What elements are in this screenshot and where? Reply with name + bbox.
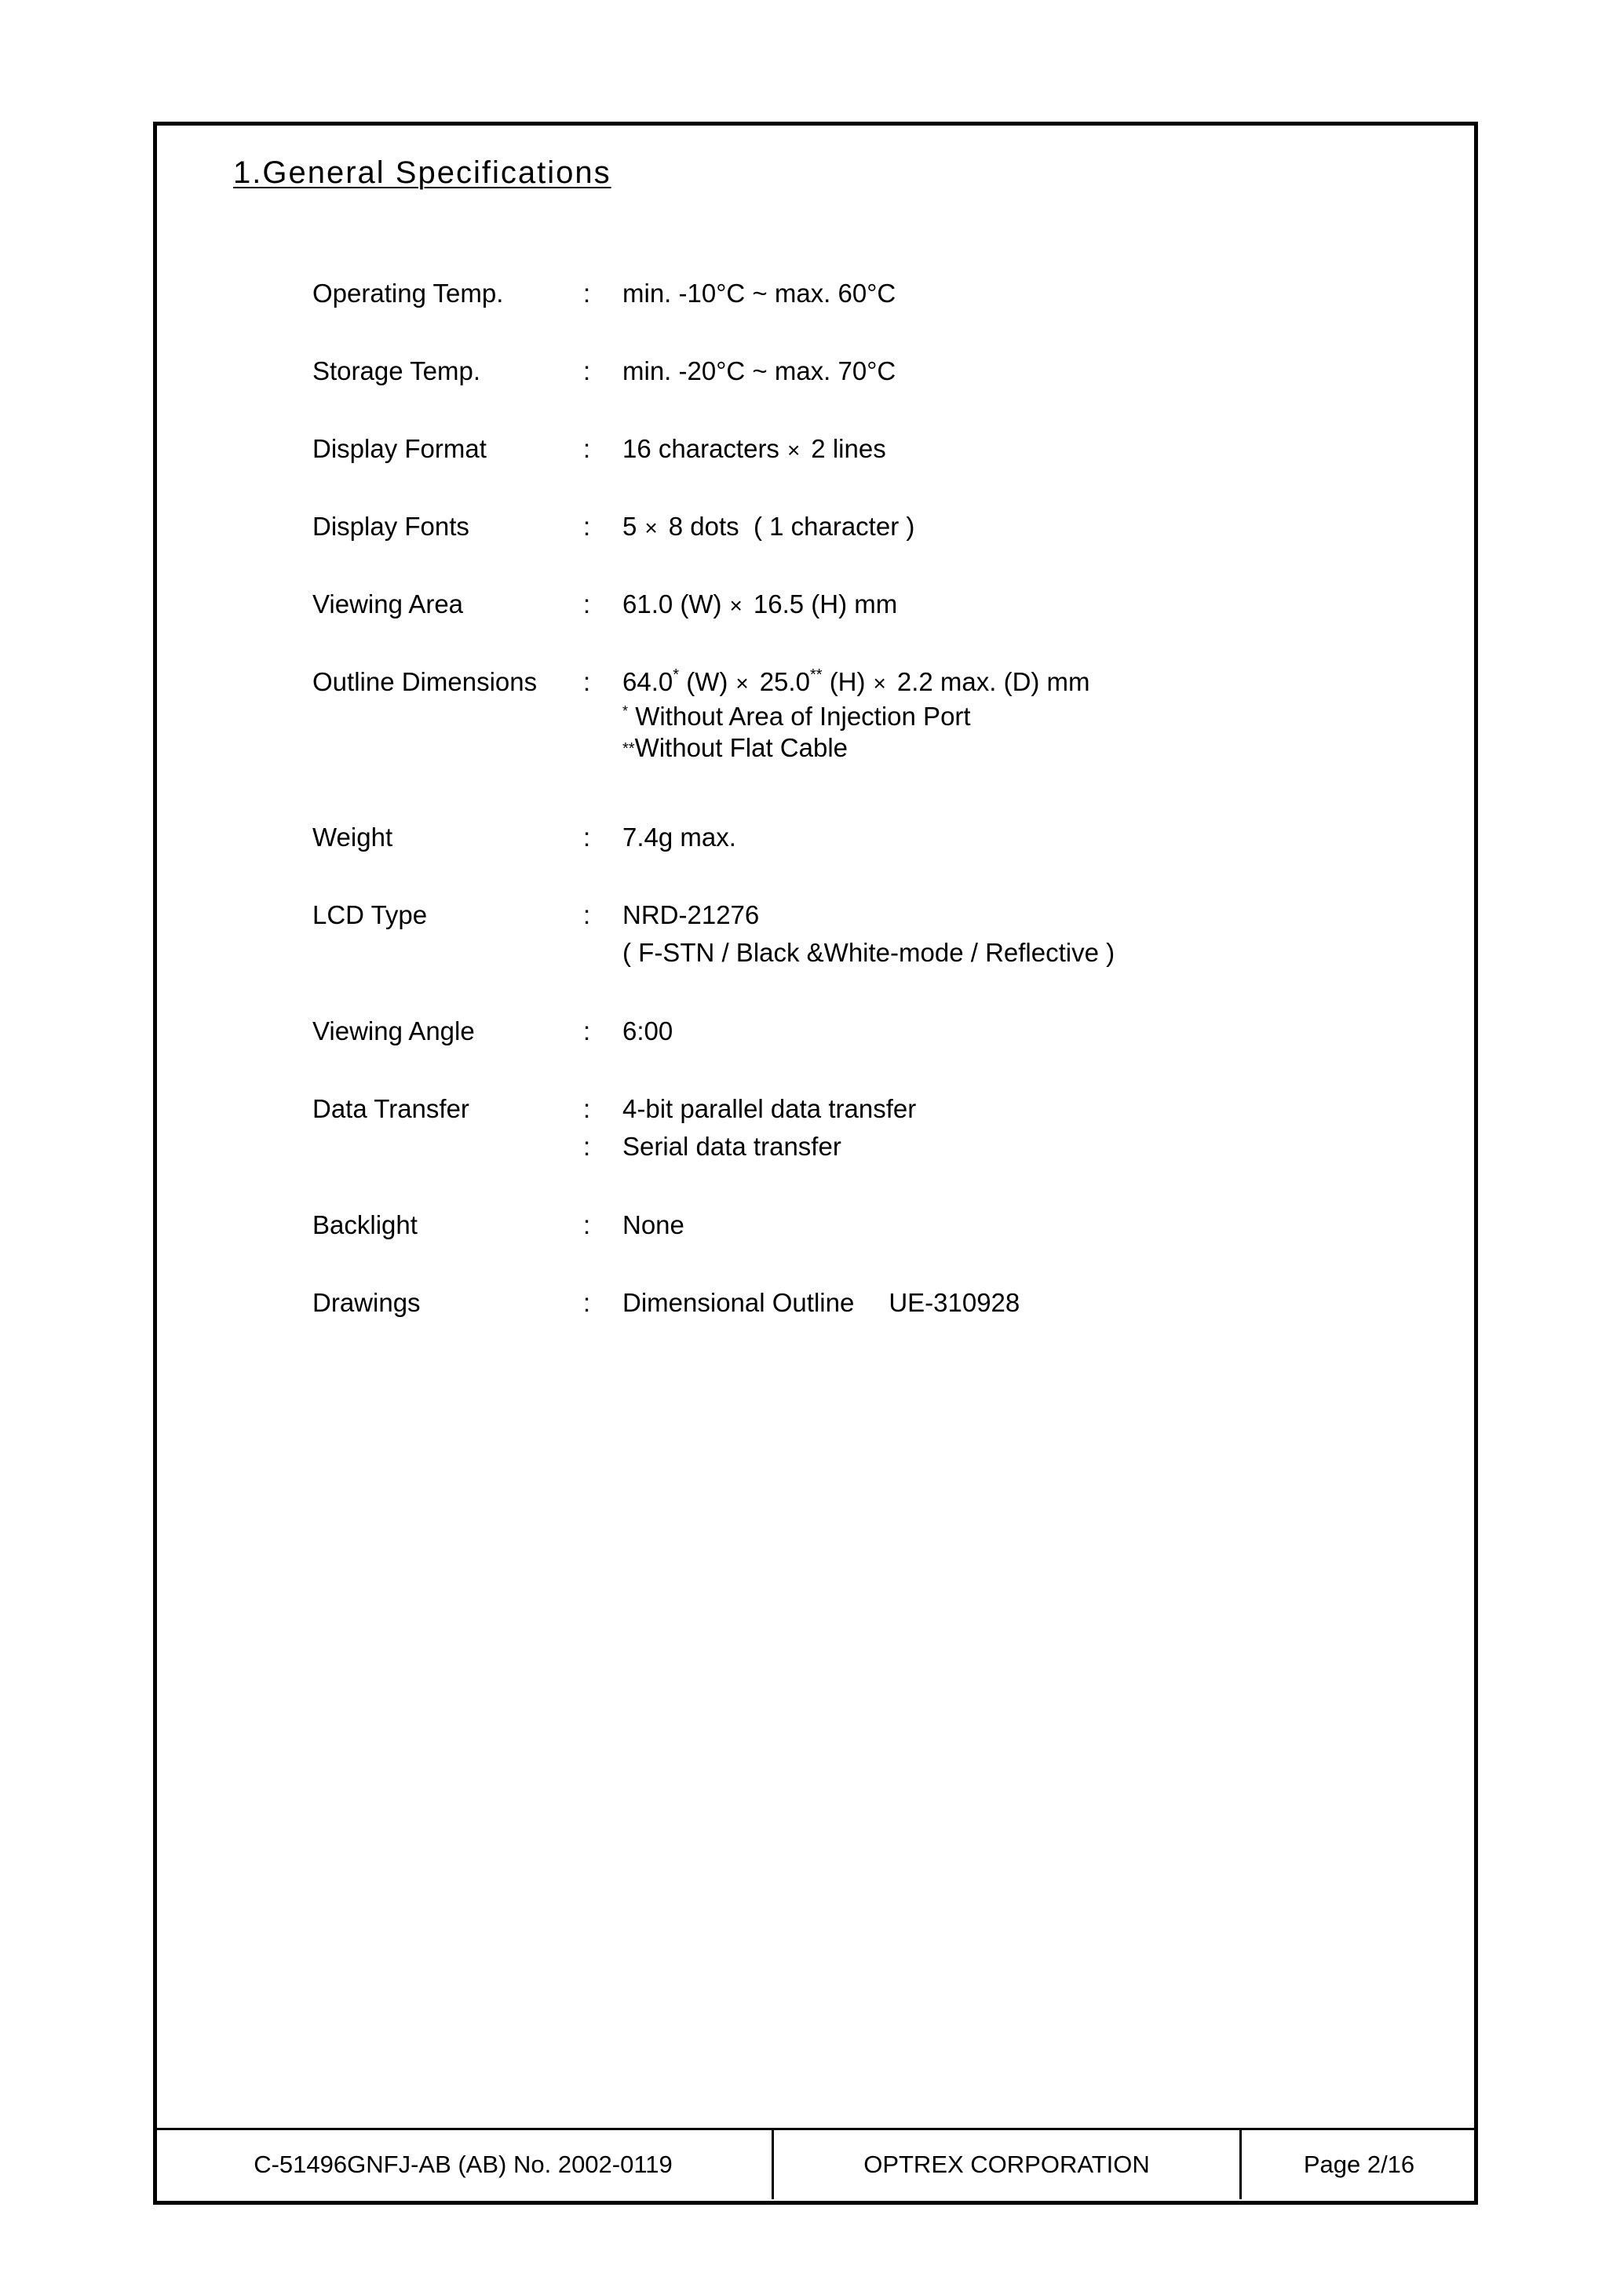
spec-label: Weight [312,823,393,852]
spec-label: Data Transfer [312,1094,469,1123]
footnote-mark: * [673,666,680,684]
font-width: 5 [622,512,637,541]
spec-label: Viewing Angle [312,1016,475,1045]
font-height: 8 dots ( 1 character ) [668,512,915,541]
spec-display-format [312,430,1411,468]
spec-value: 6:00 [622,1016,673,1045]
spec-viewing-area [312,586,1411,623]
spec-colon: : [583,356,591,385]
spec-colon: : [583,900,591,929]
footnote-mark: * [622,703,629,719]
spec-colon: : [583,1288,591,1317]
spec-colon: : [583,1210,591,1239]
times-sign: × [786,438,801,462]
spec-colon: : [583,279,591,308]
spec-colon: : [583,589,591,618]
spec-colon: : [583,1132,591,1161]
area-height: 16.5 (H) mm [753,589,898,618]
times-sign: × [735,671,749,695]
spec-value [622,430,886,469]
section-title: 1.General Specifications [233,155,611,190]
page-footer [155,2128,1476,2199]
spec-value: min. -10°C ~ max. 60°C [622,279,896,308]
outline-width: 64.0 [622,667,673,696]
spec-value: 7.4g max. [622,823,736,852]
spec-label: Display Fonts [312,512,469,541]
spec-outline-dimensions [312,663,1411,764]
spec-lcd-type [312,896,1411,972]
times-sign: × [644,516,658,540]
footnote-mark: ** [622,740,635,757]
spec-value [622,586,897,625]
spec-colon: : [583,434,591,463]
outline-width-unit: (W) [686,667,728,696]
footer-doc-number: C-51496GNFJ-AB (AB) No. 2002-0119 [155,2130,774,2199]
drawing-title: Dimensional Outline [622,1288,855,1317]
spec-value [622,663,1090,702]
spec-value: None [622,1210,684,1239]
spec-label: Viewing Area [312,589,464,618]
spec-display-fonts [312,508,1411,545]
spec-label: Storage Temp. [312,356,481,385]
outline-note-2 [312,732,1411,764]
times-sign: × [729,593,743,618]
spec-colon: : [583,823,591,852]
spec-storage-temp [312,352,1411,390]
spec-label: Backlight [312,1210,418,1239]
outline-height: 25.0 [759,667,810,696]
note-text: Without Area of Injection Port [635,702,971,731]
spec-weight [312,819,1411,856]
spec-colon: : [583,667,591,696]
spec-label: Outline Dimensions [312,667,538,696]
spec-value-line2: ( F-STN / Black &White-mode / Reflective ) [622,938,1115,967]
area-width: 61.0 (W) [622,589,722,618]
spec-data-transfer [312,1090,1411,1166]
spec-value [622,1284,1020,1322]
spec-value: 4-bit parallel data transfer [622,1094,917,1123]
spec-label: LCD Type [312,900,428,929]
spec-colon: : [583,1094,591,1123]
outline-note-1 [312,701,1411,732]
footnote-mark: ** [809,666,823,684]
spec-label: Drawings [312,1288,421,1317]
spec-colon: : [583,512,591,541]
spec-drawings [312,1284,1411,1322]
spec-viewing-angle [312,1012,1411,1050]
spec-label: Operating Temp. [312,279,504,308]
spec-value: NRD-21276 [622,900,760,929]
note-text: Without Flat Cable [634,733,848,762]
drawing-number: UE-310928 [889,1288,1020,1317]
format-characters: 16 characters [622,434,779,463]
spec-value [622,508,914,547]
spec-value: min. -20°C ~ max. 70°C [622,356,896,385]
footer-page-number: Page 2/16 [1303,2151,1415,2178]
spec-value-line2: Serial data transfer [622,1132,841,1161]
spec-colon: : [583,1016,591,1045]
spec-backlight [312,1206,1411,1244]
outline-height-unit: (H) [829,667,866,696]
format-lines: 2 lines [811,434,886,463]
times-sign: × [873,671,886,695]
spec-label: Display Format [312,434,487,463]
footer-company: OPTREX CORPORATION [774,2130,1242,2199]
spec-operating-temp [312,275,1411,312]
outline-depth: 2.2 max. (D) mm [896,667,1090,696]
